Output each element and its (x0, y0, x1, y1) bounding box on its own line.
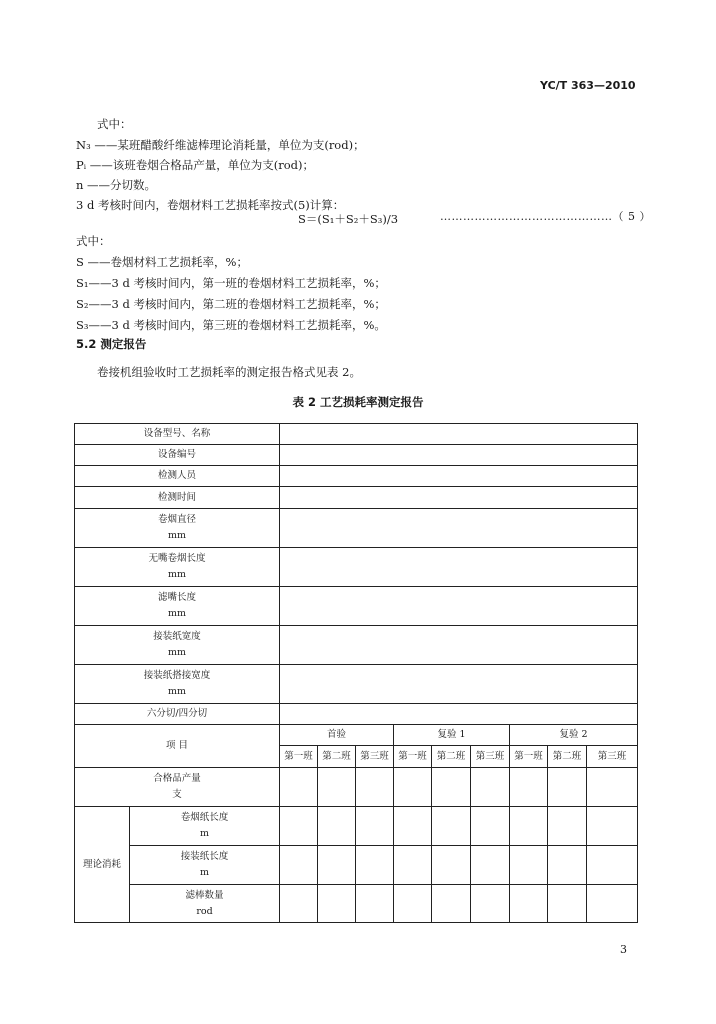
where-label-2: 式中： (76, 234, 111, 248)
row-label-cig-diameter (75, 509, 280, 548)
row-label-serial: 设备编号 (75, 445, 280, 466)
value-cell (280, 665, 638, 704)
value-cell (280, 587, 638, 626)
table-caption: 表 2 工艺损耗率测定报告 (292, 395, 424, 409)
shift-3-header: 第三班 (587, 746, 638, 768)
table-row (75, 548, 638, 587)
data-cell (432, 768, 471, 807)
row-label-tipping-width (75, 626, 280, 665)
label-text: 无嘴卷烟长度 (148, 553, 206, 564)
where-label-1: 式中： (97, 117, 132, 131)
label-text: 接装纸宽度 (153, 631, 201, 642)
section-body: 卷接机组验收时工艺损耗率的测定报告格式见表 2。 (97, 365, 361, 379)
shift-3-header: 第三班 (471, 746, 510, 768)
row-label-cig-paper-length (130, 807, 280, 846)
row-label-test-time: 检测时间 (75, 487, 280, 509)
row-label-filter-count (130, 885, 280, 923)
shift-1-header: 第一班 (280, 746, 318, 768)
unit-text: mm (167, 569, 187, 580)
shift-2-header: 第二班 (548, 746, 587, 768)
data-cell (318, 807, 356, 846)
data-cell (548, 768, 587, 807)
unit-text: mm (167, 608, 187, 619)
data-cell (356, 885, 394, 923)
value-cell (280, 424, 638, 445)
definition-n: n ——分切数。 (76, 178, 157, 192)
value-cell (280, 626, 638, 665)
data-cell (510, 846, 548, 885)
unit-text: mm (167, 530, 187, 541)
table-row (75, 704, 638, 725)
label-text: 滤棒数量 (185, 889, 224, 901)
definition-s3: S₃——3 d 考核时间内，第三班的卷烟材料工艺损耗率，%。 (76, 318, 386, 332)
row-label-tipping-paper-length (130, 846, 280, 885)
data-cell (394, 846, 432, 885)
label-text: 卷烟纸长度 (180, 812, 229, 823)
table-row (75, 509, 638, 548)
data-cell (510, 807, 548, 846)
data-cell (432, 885, 471, 923)
page-number: 3 (620, 943, 627, 956)
first-test-header: 首验 (280, 725, 394, 746)
data-cell (548, 846, 587, 885)
table-row (75, 445, 638, 466)
definition-pi: Pᵢ ——该班卷烟合格品产量，单位为支(rod)； (76, 158, 314, 172)
data-cell (587, 768, 638, 807)
table-row (75, 466, 638, 487)
data-cell (318, 885, 356, 923)
row-label-cut: 六分切/四分切 (75, 704, 280, 725)
data-cell (510, 768, 548, 807)
data-cell (356, 846, 394, 885)
table-row (75, 768, 638, 807)
label-text: 接装纸搭接宽度 (143, 670, 211, 681)
shift-1-header: 第一班 (394, 746, 432, 768)
value-cell (280, 548, 638, 587)
unit-text: mm (167, 647, 187, 658)
value-cell (280, 487, 638, 509)
data-cell (280, 768, 318, 807)
data-cell (280, 807, 318, 846)
table-row (75, 885, 638, 923)
table-row (75, 807, 638, 846)
unit-text: 支 (172, 789, 182, 800)
data-cell (356, 768, 394, 807)
data-cell (510, 885, 548, 923)
data-cell (548, 885, 587, 923)
table-row (75, 846, 638, 885)
row-label-model-name: 设备型号、名称 (75, 424, 280, 445)
data-cell (356, 807, 394, 846)
unit-text: m (200, 867, 210, 878)
definition-s: S ——卷烟材料工艺损耗率，%； (76, 255, 248, 269)
data-cell (432, 807, 471, 846)
table-row (75, 725, 638, 746)
formula-5-intro: 3 d 考核时间内，卷烟材料工艺损耗率按式(5)计算： (76, 198, 345, 212)
row-label-filter-length (75, 587, 280, 626)
unit-text: m (200, 828, 210, 839)
data-cell (471, 846, 510, 885)
formula-5-number: ………………………………………（ 5 ） (440, 210, 651, 223)
data-cell (394, 807, 432, 846)
value-cell (280, 704, 638, 725)
data-cell (471, 807, 510, 846)
data-cell (587, 807, 638, 846)
data-cell (587, 846, 638, 885)
label-text: 滤嘴长度 (158, 592, 197, 603)
unit-text: rod (196, 905, 213, 917)
value-cell (280, 466, 638, 487)
table-row (75, 665, 638, 704)
label-text: 合格品产量 (153, 773, 201, 784)
data-cell (471, 885, 510, 923)
data-cell (394, 768, 432, 807)
data-cell (394, 885, 432, 923)
retest-1-header: 复验 1 (394, 725, 510, 746)
table-row (75, 424, 638, 445)
row-label-no-tip-length (75, 548, 280, 587)
formula-5: S＝(S₁＋S₂＋S₃)/3 (298, 212, 399, 226)
shift-1-header: 第一班 (510, 746, 548, 768)
label-text: 接装纸长度 (180, 851, 229, 862)
unit-text: mm (167, 686, 187, 697)
report-table (74, 423, 638, 923)
row-label-tipping-overlap (75, 665, 280, 704)
retest-2-header: 复验 2 (510, 725, 638, 746)
data-cell (318, 768, 356, 807)
value-cell (280, 445, 638, 466)
section-heading: 5.2 测定报告 (76, 337, 147, 351)
row-label-tester: 检测人员 (75, 466, 280, 487)
shift-3-header: 第三班 (356, 746, 394, 768)
shift-2-header: 第二班 (432, 746, 471, 768)
data-cell (280, 846, 318, 885)
table-row (75, 626, 638, 665)
table-row (75, 587, 638, 626)
shift-2-header: 第二班 (318, 746, 356, 768)
data-cell (432, 846, 471, 885)
data-cell (471, 768, 510, 807)
value-cell (280, 509, 638, 548)
theory-consumption-label: 理论消耗 (75, 807, 130, 923)
standard-id: YC/T 363—2010 (540, 79, 636, 92)
definition-s1: S₁——3 d 考核时间内，第一班的卷烟材料工艺损耗率，%； (76, 276, 386, 290)
data-cell (318, 846, 356, 885)
item-header: 项 目 (75, 725, 280, 768)
data-cell (548, 807, 587, 846)
definition-n3: N₃ ——某班醋酸纤维滤棒理论消耗量，单位为支(rod)； (76, 138, 365, 152)
data-cell (587, 885, 638, 923)
definition-s2: S₂——3 d 考核时间内，第二班的卷烟材料工艺损耗率，%； (76, 297, 386, 311)
data-cell (280, 885, 318, 923)
row-label-qualified-output (75, 768, 280, 807)
label-text: 卷烟直径 (158, 514, 197, 525)
table-row (75, 487, 638, 509)
